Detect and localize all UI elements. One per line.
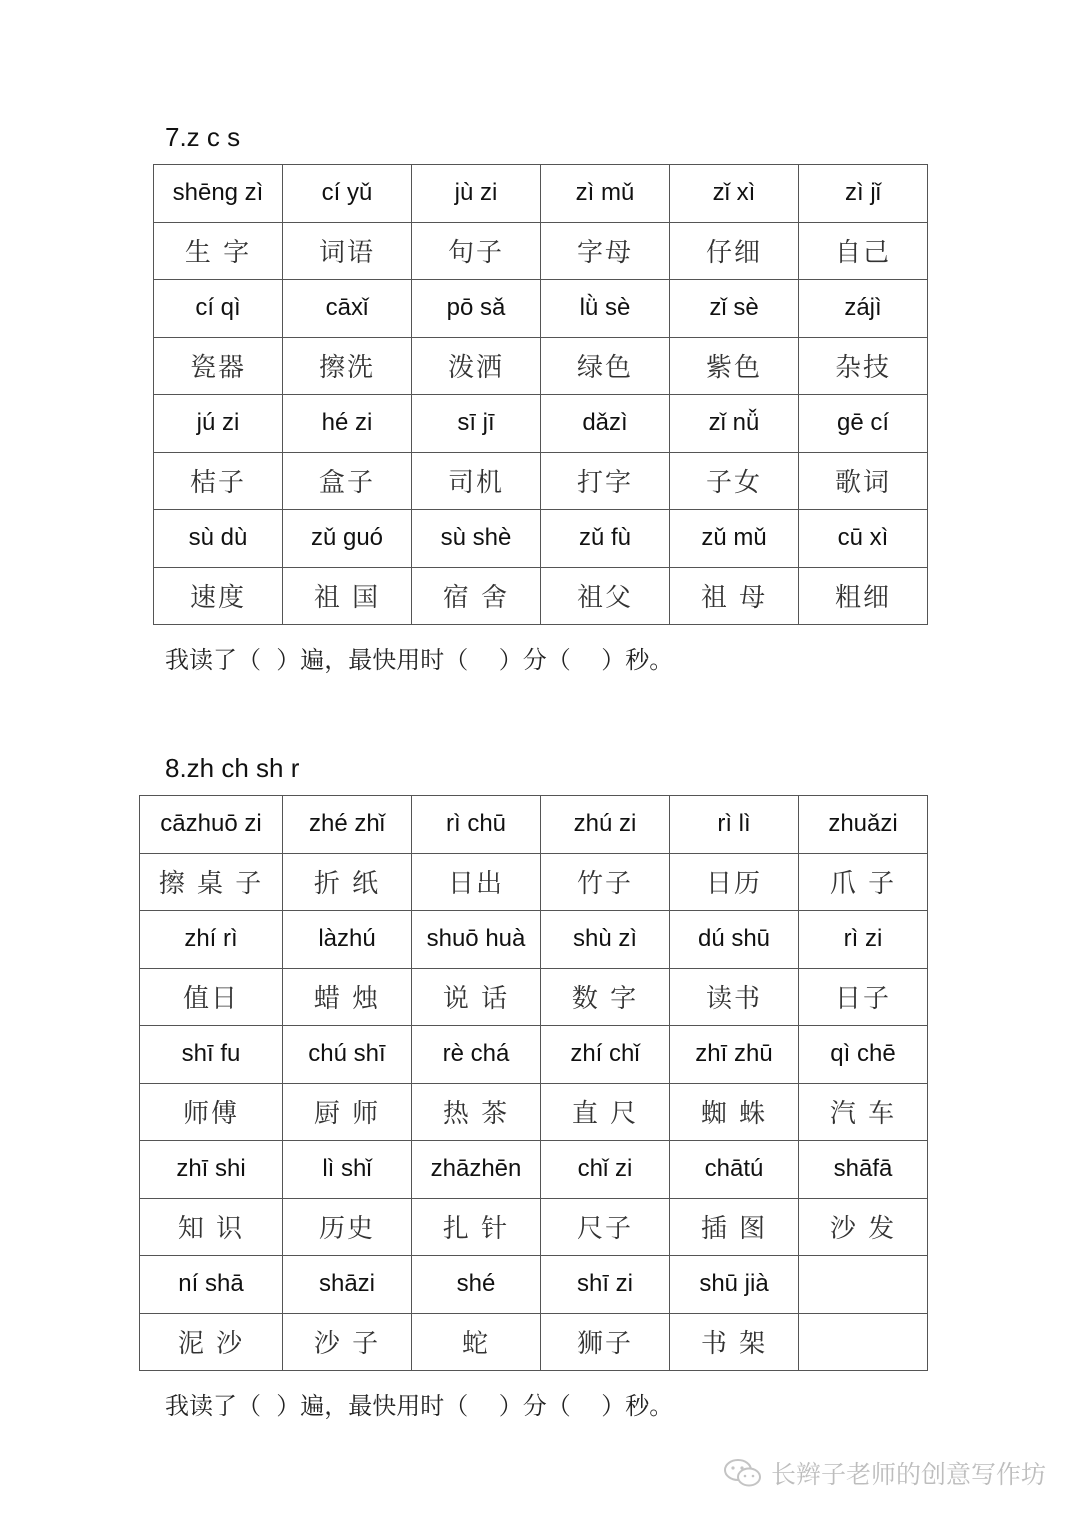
pinyin-cell: dú shū [670, 911, 799, 969]
hanzi-cell: 泥 沙 [140, 1313, 283, 1371]
pinyin-row [154, 395, 928, 453]
pinyin-cell: lǜ sè [541, 280, 670, 338]
pinyin-row [140, 1141, 928, 1199]
hanzi-cell: 直 尺 [541, 1083, 670, 1141]
hanzi-cell: 盒子 [283, 452, 412, 510]
hanzi-cell: 歌词 [799, 452, 928, 510]
hanzi-cell: 沙 子 [283, 1313, 412, 1371]
pinyin-cell: làzhú [283, 911, 412, 969]
hanzi-cell: 自己 [799, 222, 928, 280]
pinyin-cell: lì shǐ [283, 1141, 412, 1199]
hanzi-cell: 瓷器 [154, 337, 283, 395]
hanzi-cell: 折 纸 [283, 853, 412, 911]
pinyin-cell: pō sǎ [412, 280, 541, 338]
pinyin-cell: cū xì [799, 510, 928, 568]
hanzi-cell: 狮子 [541, 1313, 670, 1371]
hanzi-cell: 爪 子 [799, 853, 928, 911]
hanzi-row [140, 1083, 928, 1141]
pinyin-cell: cāzhuō zi [140, 796, 283, 854]
pinyin-row [140, 911, 928, 969]
hanzi-cell: 沙 发 [799, 1198, 928, 1256]
hanzi-row [154, 222, 928, 280]
pinyin-cell: shù zì [541, 911, 670, 969]
hanzi-cell: 打字 [541, 452, 670, 510]
hanzi-cell: 泼洒 [412, 337, 541, 395]
pinyin-cell: shuō huà [412, 911, 541, 969]
hanzi-cell: 宿 舍 [412, 567, 541, 625]
pinyin-cell: zǔ mǔ [670, 510, 799, 568]
pinyin-cell: chǐ zi [541, 1141, 670, 1199]
hanzi-cell: 日历 [670, 853, 799, 911]
hanzi-cell: 蛇 [412, 1313, 541, 1371]
hanzi-cell: 擦 桌 子 [140, 853, 283, 911]
hanzi-cell: 师傅 [140, 1083, 283, 1141]
pinyin-cell: zhāzhēn [412, 1141, 541, 1199]
watermark-text: 长辫子老师的创意写作坊 [770, 1460, 1046, 1489]
section-8-table [139, 795, 928, 1371]
hanzi-row [154, 452, 928, 510]
hanzi-cell: 数 字 [541, 968, 670, 1026]
pinyin-row [154, 165, 928, 223]
hanzi-cell: 司机 [412, 452, 541, 510]
pinyin-cell: zǐ xì [670, 165, 799, 223]
pinyin-cell: shāfā [799, 1141, 928, 1199]
hanzi-cell: 历史 [283, 1198, 412, 1256]
section-8-title: 8.zh ch sh r [165, 753, 300, 783]
hanzi-cell: 蜘 蛛 [670, 1083, 799, 1141]
hanzi-row [140, 1198, 928, 1256]
hanzi-cell: 插 图 [670, 1198, 799, 1256]
pinyin-cell: rè chá [412, 1026, 541, 1084]
pinyin-cell: zhī zhū [670, 1026, 799, 1084]
section-8-reading-record: 我读了（ ）遍，最快用时（ ）分（ ）秒。 [165, 1392, 674, 1420]
hanzi-cell: 日子 [799, 968, 928, 1026]
hanzi-cell: 蜡 烛 [283, 968, 412, 1026]
hanzi-cell: 绿色 [541, 337, 670, 395]
pinyin-cell: jù zi [412, 165, 541, 223]
pinyin-cell: chú shī [283, 1026, 412, 1084]
pinyin-cell: shī zi [541, 1256, 670, 1314]
pinyin-cell: zì mǔ [541, 165, 670, 223]
pinyin-cell: zhú zi [541, 796, 670, 854]
pinyin-cell: shé [412, 1256, 541, 1314]
section-7-reading-record: 我读了（ ）遍，最快用时（ ）分（ ）秒。 [165, 646, 674, 674]
pinyin-cell: qì chē [799, 1026, 928, 1084]
pinyin-cell: zhé zhǐ [283, 796, 412, 854]
pinyin-cell [799, 1256, 928, 1314]
pinyin-cell: sù shè [412, 510, 541, 568]
hanzi-cell: 祖 母 [670, 567, 799, 625]
hanzi-cell: 杂技 [799, 337, 928, 395]
hanzi-cell: 竹子 [541, 853, 670, 911]
hanzi-cell: 读书 [670, 968, 799, 1026]
hanzi-cell: 紫色 [670, 337, 799, 395]
pinyin-cell: ní shā [140, 1256, 283, 1314]
pinyin-cell: cāxǐ [283, 280, 412, 338]
pinyin-cell: dǎzì [541, 395, 670, 453]
section-7-table [153, 164, 928, 625]
hanzi-cell: 热 茶 [412, 1083, 541, 1141]
hanzi-cell: 扎 针 [412, 1198, 541, 1256]
pinyin-cell: gē cí [799, 395, 928, 453]
hanzi-row [140, 968, 928, 1026]
hanzi-cell: 书 架 [670, 1313, 799, 1371]
pinyin-row [154, 510, 928, 568]
hanzi-row [140, 1313, 928, 1371]
hanzi-cell: 祖父 [541, 567, 670, 625]
pinyin-cell: sī jī [412, 395, 541, 453]
wechat-icon [723, 1458, 763, 1488]
pinyin-cell: shū jià [670, 1256, 799, 1314]
hanzi-cell: 句子 [412, 222, 541, 280]
hanzi-row [140, 853, 928, 911]
pinyin-cell: shī fu [140, 1026, 283, 1084]
pinyin-cell: hé zi [283, 395, 412, 453]
hanzi-row [154, 337, 928, 395]
hanzi-cell: 厨 师 [283, 1083, 412, 1141]
hanzi-cell: 擦洗 [283, 337, 412, 395]
hanzi-cell: 子女 [670, 452, 799, 510]
pinyin-cell: zǐ nǚ [670, 395, 799, 453]
pinyin-cell: rì lì [670, 796, 799, 854]
pinyin-cell: rì chū [412, 796, 541, 854]
hanzi-cell: 知 识 [140, 1198, 283, 1256]
hanzi-cell: 速度 [154, 567, 283, 625]
hanzi-cell [799, 1313, 928, 1371]
pinyin-cell: zǔ guó [283, 510, 412, 568]
pinyin-row [140, 1026, 928, 1084]
hanzi-cell: 祖 国 [283, 567, 412, 625]
pinyin-cell: cí qì [154, 280, 283, 338]
pinyin-cell: sù dù [154, 510, 283, 568]
pinyin-cell: shāzi [283, 1256, 412, 1314]
pinyin-row [140, 796, 928, 854]
pinyin-cell: zhī shi [140, 1141, 283, 1199]
hanzi-cell: 粗细 [799, 567, 928, 625]
hanzi-cell: 词语 [283, 222, 412, 280]
pinyin-cell: zhí rì [140, 911, 283, 969]
pinyin-cell: jú zi [154, 395, 283, 453]
pinyin-cell: zǐ sè [670, 280, 799, 338]
pinyin-row [140, 1256, 928, 1314]
pinyin-cell: zì jǐ [799, 165, 928, 223]
hanzi-cell: 桔子 [154, 452, 283, 510]
watermark [723, 1455, 1046, 1491]
hanzi-cell: 生 字 [154, 222, 283, 280]
hanzi-cell: 汽 车 [799, 1083, 928, 1141]
hanzi-cell: 日出 [412, 853, 541, 911]
hanzi-cell: 字母 [541, 222, 670, 280]
pinyin-cell: zhí chǐ [541, 1026, 670, 1084]
pinyin-cell: cí yǔ [283, 165, 412, 223]
pinyin-cell: zhuǎzi [799, 796, 928, 854]
pinyin-cell: zájì [799, 280, 928, 338]
hanzi-cell: 值日 [140, 968, 283, 1026]
pinyin-cell: chātú [670, 1141, 799, 1199]
hanzi-row [154, 567, 928, 625]
pinyin-cell: zǔ fù [541, 510, 670, 568]
pinyin-row [154, 280, 928, 338]
section-7-title: 7.z c s [165, 122, 241, 152]
hanzi-cell: 说 话 [412, 968, 541, 1026]
pinyin-cell: shēng zì [154, 165, 283, 223]
pinyin-cell: rì zi [799, 911, 928, 969]
hanzi-cell: 仔细 [670, 222, 799, 280]
hanzi-cell: 尺子 [541, 1198, 670, 1256]
